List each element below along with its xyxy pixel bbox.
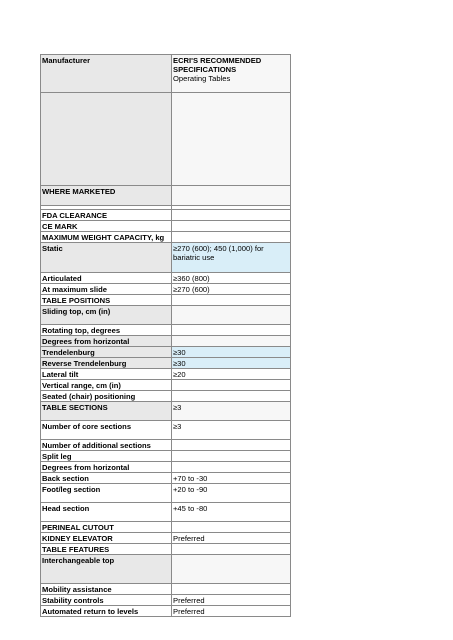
- table-row: [41, 484, 291, 503]
- table-row: [41, 221, 291, 232]
- row-label: Seated (chair) positioning: [41, 391, 172, 402]
- row-value: [172, 221, 291, 232]
- row-value: ≥270 (600); 450 (1,000) for bariatric use: [172, 243, 291, 273]
- manufacturer-label: Manufacturer: [41, 55, 172, 93]
- row-value: [172, 336, 291, 347]
- table-row: [41, 358, 291, 369]
- row-label: Lateral tilt: [41, 369, 172, 380]
- row-value: [172, 584, 291, 595]
- table-row: [41, 421, 291, 440]
- row-label: Mobility assistance: [41, 584, 172, 595]
- header-row: [41, 55, 291, 93]
- row-value: [172, 522, 291, 533]
- row-label: Reverse Trendelenburg: [41, 358, 172, 369]
- row-value: [172, 325, 291, 336]
- row-label: TABLE SECTIONS: [41, 402, 172, 421]
- table-row: [41, 347, 291, 358]
- ecri-subtitle: Operating Tables: [173, 74, 231, 83]
- row-value: ≥3: [172, 402, 291, 421]
- row-label: Automated return to levels: [41, 606, 172, 617]
- table-row: [41, 503, 291, 522]
- row-label: Articulated: [41, 273, 172, 284]
- row-value: ≥3: [172, 421, 291, 440]
- table-row: [41, 451, 291, 462]
- table-row: [41, 606, 291, 617]
- ecri-title: ECRI'S RECOMMENDED SPECIFICATIONS: [173, 56, 262, 74]
- row-label: Vertical range, cm (in): [41, 380, 172, 391]
- row-value: [172, 295, 291, 306]
- table-row: [41, 584, 291, 595]
- table-row: [41, 243, 291, 273]
- table-row: [41, 306, 291, 325]
- row-label: MAXIMUM WEIGHT CAPACITY, kg: [41, 232, 172, 243]
- table-row: [41, 325, 291, 336]
- table-row: [41, 533, 291, 544]
- row-label: Trendelenburg: [41, 347, 172, 358]
- row-value: ≥20: [172, 369, 291, 380]
- row-label: Back section: [41, 473, 172, 484]
- specifications-table: [40, 54, 291, 617]
- row-label: Degrees from horizontal: [41, 336, 172, 347]
- row-value: [172, 451, 291, 462]
- row-value: [172, 186, 291, 206]
- table-row: [41, 440, 291, 451]
- row-label: FDA CLEARANCE: [41, 210, 172, 221]
- row-value: ≥30: [172, 358, 291, 369]
- row-label: Rotating top, degrees: [41, 325, 172, 336]
- row-value: Preferred: [172, 533, 291, 544]
- row-value: [172, 440, 291, 451]
- row-value: ≥270 (600): [172, 284, 291, 295]
- row-label: Foot/leg section: [41, 484, 172, 503]
- row-label: PERINEAL CUTOUT: [41, 522, 172, 533]
- table-row: [41, 391, 291, 402]
- table-row: [41, 473, 291, 484]
- table-row: [41, 273, 291, 284]
- table-row: [41, 186, 291, 206]
- table-row: [41, 284, 291, 295]
- row-label: KIDNEY ELEVATOR: [41, 533, 172, 544]
- row-label: Sliding top, cm (in): [41, 306, 172, 325]
- row-label: Degrees from horizontal: [41, 462, 172, 473]
- table-row: [41, 595, 291, 606]
- row-value: Preferred: [172, 606, 291, 617]
- table-row: [41, 336, 291, 347]
- row-value: ≥30: [172, 347, 291, 358]
- table-row: [41, 522, 291, 533]
- row-value: [172, 544, 291, 555]
- table-row: [41, 380, 291, 391]
- row-value: [172, 391, 291, 402]
- row-label: Interchangeable top: [41, 555, 172, 584]
- row-label: Number of additional sections: [41, 440, 172, 451]
- row-value: [172, 232, 291, 243]
- row-label: Static: [41, 243, 172, 273]
- table-row: [41, 295, 291, 306]
- table-row: [41, 232, 291, 243]
- row-label: CE MARK: [41, 221, 172, 232]
- table-row: [41, 544, 291, 555]
- table-row: [41, 369, 291, 380]
- row-label: Head section: [41, 503, 172, 522]
- table-row: [41, 210, 291, 221]
- row-label: TABLE POSITIONS: [41, 295, 172, 306]
- row-value: [172, 380, 291, 391]
- row-label: Stability controls: [41, 595, 172, 606]
- row-value: [172, 555, 291, 584]
- row-value: [172, 462, 291, 473]
- row-label: Split leg: [41, 451, 172, 462]
- row-label: TABLE FEATURES: [41, 544, 172, 555]
- row-label: WHERE MARKETED: [41, 186, 172, 206]
- ecri-header: [172, 55, 291, 93]
- table-row: [41, 555, 291, 584]
- row-value: +70 to -30: [172, 473, 291, 484]
- row-value: +20 to -90: [172, 484, 291, 503]
- row-value: [172, 210, 291, 221]
- row-value: +45 to -80: [172, 503, 291, 522]
- row-value: Preferred: [172, 595, 291, 606]
- row-value: ≥360 (800): [172, 273, 291, 284]
- table-row: [41, 402, 291, 421]
- row-label: At maximum slide: [41, 284, 172, 295]
- table-row: [41, 462, 291, 473]
- row-value: [172, 306, 291, 325]
- row-label: Number of core sections: [41, 421, 172, 440]
- manufacturer-blank-row: [41, 93, 291, 186]
